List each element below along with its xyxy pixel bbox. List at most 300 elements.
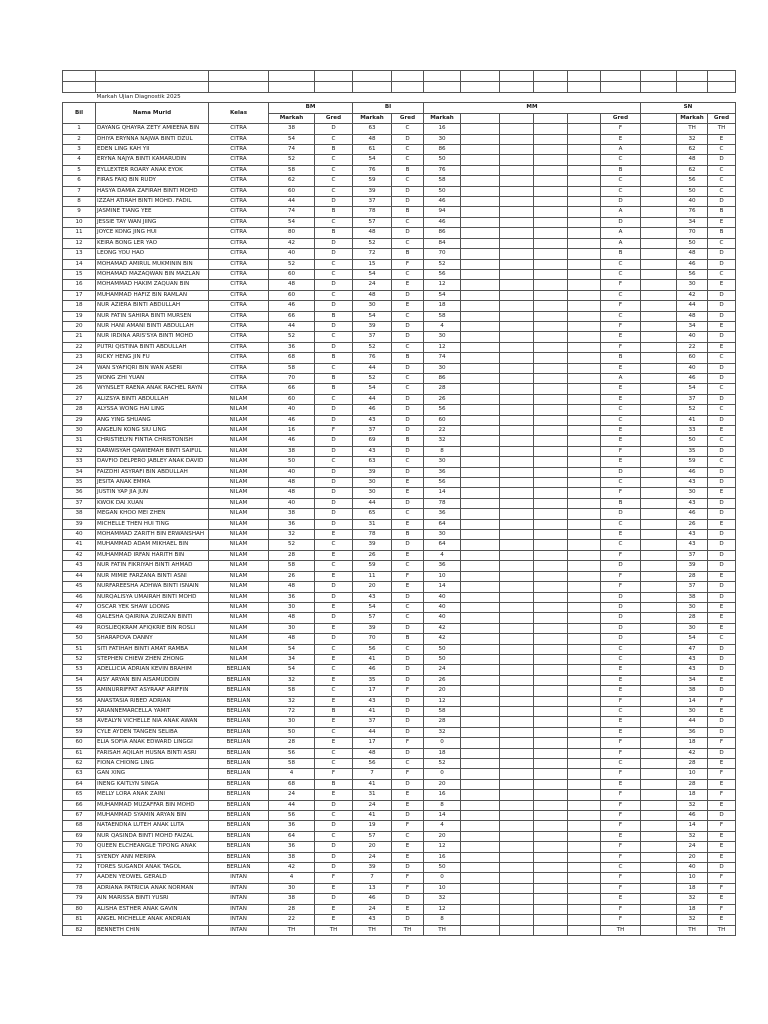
empty-cell[interactable] [534, 488, 568, 498]
table-cell[interactable]: RICKY HENG JIN FU [96, 353, 209, 363]
empty-cell[interactable] [641, 457, 677, 467]
table-cell[interactable]: 20 [63, 321, 96, 331]
table-cell[interactable]: 58 [63, 717, 96, 727]
sheet-title[interactable]: Markah Ujian Diagnostik 2025 [96, 93, 736, 103]
table-cell[interactable]: 36 [63, 488, 96, 498]
empty-cell[interactable] [568, 706, 601, 716]
empty-cell[interactable] [568, 665, 601, 675]
table-cell[interactable]: D [315, 852, 353, 862]
table-cell[interactable]: ANG YING SHUANG [96, 415, 209, 425]
table-cell[interactable]: 2 [63, 134, 96, 144]
table-cell[interactable]: 18 [63, 301, 96, 311]
empty-cell[interactable] [568, 571, 601, 581]
table-cell[interactable]: 14 [424, 488, 461, 498]
empty-cell[interactable] [500, 290, 534, 300]
table-cell[interactable]: B [392, 165, 424, 175]
empty-cell[interactable] [500, 769, 534, 779]
table-cell[interactable]: BERLIAN [209, 696, 269, 706]
table-cell[interactable]: 56 [63, 696, 96, 706]
empty-cell[interactable] [461, 831, 500, 841]
table-cell[interactable]: 39 [353, 321, 392, 331]
empty-cell[interactable] [534, 717, 568, 727]
table-cell[interactable]: BERLIAN [209, 852, 269, 862]
table-cell[interactable]: B [315, 373, 353, 383]
table-cell[interactable]: 14 [424, 582, 461, 592]
table-cell[interactable]: 54 [63, 675, 96, 685]
table-cell[interactable]: E [601, 426, 641, 436]
table-cell[interactable]: 52 [424, 259, 461, 269]
empty-cell[interactable] [568, 311, 601, 321]
empty-cell[interactable] [500, 561, 534, 571]
empty-cell[interactable] [568, 602, 601, 612]
table-cell[interactable]: 52 [63, 654, 96, 664]
table-cell[interactable]: 13 [63, 249, 96, 259]
empty-cell[interactable] [534, 769, 568, 779]
table-cell[interactable]: 20 [353, 842, 392, 852]
table-cell[interactable]: 65 [353, 509, 392, 519]
table-cell[interactable]: D [392, 727, 424, 737]
empty-cell[interactable] [461, 790, 500, 800]
table-cell[interactable]: 10 [424, 883, 461, 893]
table-cell[interactable]: TORES SUGANDI ANAK TAGOL [96, 863, 209, 873]
table-cell[interactable]: GAN XING [96, 769, 209, 779]
table-cell[interactable]: D [315, 894, 353, 904]
table-cell[interactable]: 10 [677, 769, 708, 779]
table-cell[interactable]: F [601, 915, 641, 925]
table-cell[interactable]: FIRAS FAIQ BIN RUDY [96, 176, 209, 186]
table-cell[interactable]: BERLIAN [209, 717, 269, 727]
table-cell[interactable]: 30 [353, 488, 392, 498]
table-cell[interactable]: 62 [677, 145, 708, 155]
table-cell[interactable]: NILAM [209, 426, 269, 436]
empty-cell[interactable] [500, 415, 534, 425]
table-cell[interactable]: C [392, 311, 424, 321]
empty-cell[interactable] [461, 613, 500, 623]
table-cell[interactable]: 8 [424, 446, 461, 456]
empty-cell[interactable] [461, 759, 500, 769]
table-cell[interactable]: 50 [269, 457, 315, 467]
table-cell[interactable]: 20 [424, 686, 461, 696]
empty-cell[interactable] [568, 436, 601, 446]
empty-cell[interactable] [534, 228, 568, 238]
table-cell[interactable]: 26 [677, 519, 708, 529]
table-cell[interactable]: C [315, 457, 353, 467]
table-cell[interactable]: 42 [677, 748, 708, 758]
table-cell[interactable]: CITRA [209, 332, 269, 342]
table-cell[interactable]: 86 [424, 145, 461, 155]
empty-cell[interactable] [568, 811, 601, 821]
empty-cell[interactable] [461, 415, 500, 425]
empty-cell[interactable] [500, 571, 534, 581]
empty-cell[interactable] [461, 176, 500, 186]
empty-cell[interactable] [568, 592, 601, 602]
empty-cell[interactable] [534, 155, 568, 165]
cell[interactable] [708, 71, 736, 82]
empty-cell[interactable] [534, 373, 568, 383]
empty-cell[interactable] [461, 519, 500, 529]
empty-cell[interactable] [534, 623, 568, 633]
table-cell[interactable]: D [708, 530, 736, 540]
empty-cell[interactable] [568, 759, 601, 769]
empty-cell[interactable] [641, 186, 677, 196]
table-cell[interactable]: 13 [353, 883, 392, 893]
table-cell[interactable]: 47 [63, 602, 96, 612]
empty-cell[interactable] [461, 530, 500, 540]
table-cell[interactable]: D [601, 467, 641, 477]
empty-cell[interactable] [534, 602, 568, 612]
table-cell[interactable]: 16 [63, 280, 96, 290]
empty-cell[interactable] [461, 634, 500, 644]
table-cell[interactable]: E [708, 675, 736, 685]
empty-cell[interactable] [568, 405, 601, 415]
header-bi[interactable]: BI [353, 103, 424, 113]
empty-cell[interactable] [461, 915, 500, 925]
table-cell[interactable]: 12 [424, 904, 461, 914]
empty-cell[interactable] [641, 873, 677, 883]
table-cell[interactable]: QUEEN ELCHEANGLE TIPONG ANAK [96, 842, 209, 852]
table-cell[interactable]: C [315, 727, 353, 737]
table-cell[interactable]: 40 [677, 363, 708, 373]
empty-cell[interactable] [461, 426, 500, 436]
empty-cell[interactable] [568, 238, 601, 248]
table-cell[interactable]: F [601, 904, 641, 914]
table-cell[interactable]: 4 [269, 873, 315, 883]
table-cell[interactable]: NUR AZIERA BINTI ABDULLAH [96, 301, 209, 311]
table-cell[interactable]: D [708, 727, 736, 737]
table-cell[interactable]: C [601, 706, 641, 716]
empty-cell[interactable] [500, 301, 534, 311]
table-cell[interactable]: 43 [353, 446, 392, 456]
table-cell[interactable]: 30 [353, 301, 392, 311]
table-cell[interactable]: 43 [353, 592, 392, 602]
table-cell[interactable]: 29 [63, 415, 96, 425]
table-cell[interactable]: D [708, 582, 736, 592]
table-cell[interactable]: 14 [677, 696, 708, 706]
table-cell[interactable]: 18 [677, 883, 708, 893]
table-cell[interactable]: 44 [269, 197, 315, 207]
table-cell[interactable]: 76 [677, 207, 708, 217]
empty-cell[interactable] [641, 478, 677, 488]
cell[interactable] [96, 71, 209, 82]
table-cell[interactable]: 27 [63, 394, 96, 404]
table-cell[interactable]: C [315, 811, 353, 821]
table-cell[interactable]: D [708, 446, 736, 456]
empty-cell[interactable] [534, 675, 568, 685]
header-bm[interactable]: BM [269, 103, 353, 113]
table-cell[interactable]: 68 [269, 353, 315, 363]
empty-cell[interactable] [461, 478, 500, 488]
empty-cell[interactable] [500, 186, 534, 196]
empty-cell[interactable] [461, 457, 500, 467]
empty-cell[interactable] [534, 759, 568, 769]
table-cell[interactable]: F [601, 769, 641, 779]
cell[interactable] [677, 71, 708, 82]
table-cell[interactable]: 0 [424, 873, 461, 883]
empty-cell[interactable] [461, 280, 500, 290]
table-cell[interactable]: B [708, 207, 736, 217]
table-cell[interactable]: 18 [677, 738, 708, 748]
table-cell[interactable]: D [708, 592, 736, 602]
table-cell[interactable]: 54 [269, 665, 315, 675]
table-cell[interactable]: D [708, 478, 736, 488]
table-cell[interactable]: C [601, 405, 641, 415]
table-cell[interactable]: 63 [353, 457, 392, 467]
empty-cell[interactable] [641, 571, 677, 581]
cell[interactable] [209, 71, 269, 82]
empty-cell[interactable] [641, 259, 677, 269]
table-cell[interactable]: 54 [424, 290, 461, 300]
empty-cell[interactable] [534, 883, 568, 893]
table-cell[interactable]: 30 [677, 602, 708, 612]
empty-cell[interactable] [500, 811, 534, 821]
table-cell[interactable]: 0 [424, 738, 461, 748]
table-cell[interactable]: 67 [63, 811, 96, 821]
table-cell[interactable]: 58 [269, 561, 315, 571]
table-cell[interactable]: 48 [677, 249, 708, 259]
empty-cell[interactable] [461, 207, 500, 217]
empty-cell[interactable] [568, 925, 601, 935]
table-cell[interactable]: INTAN [209, 883, 269, 893]
table-cell[interactable]: 44 [63, 571, 96, 581]
table-cell[interactable]: KWOK DAI XUAN [96, 498, 209, 508]
empty-cell[interactable] [534, 207, 568, 217]
table-cell[interactable]: 64 [63, 779, 96, 789]
table-cell[interactable]: WYNSLET RAENA ANAK RACHEL RAYN [96, 384, 209, 394]
table-cell[interactable]: E [315, 915, 353, 925]
empty-cell[interactable] [568, 124, 601, 134]
table-cell[interactable]: 24 [353, 280, 392, 290]
table-cell[interactable]: D [392, 405, 424, 415]
table-cell[interactable]: D [392, 498, 424, 508]
empty-cell[interactable] [568, 290, 601, 300]
empty-cell[interactable] [641, 706, 677, 716]
table-cell[interactable]: D [315, 342, 353, 352]
table-cell[interactable]: 10 [63, 217, 96, 227]
table-cell[interactable]: 57 [63, 706, 96, 716]
table-cell[interactable]: 35 [63, 478, 96, 488]
empty-cell[interactable] [534, 738, 568, 748]
header-mm-markah[interactable]: Markah [424, 113, 461, 123]
table-cell[interactable]: E [601, 530, 641, 540]
table-cell[interactable]: D [708, 550, 736, 560]
empty-cell[interactable] [568, 259, 601, 269]
table-cell[interactable]: 3 [63, 145, 96, 155]
header-bil[interactable]: Bil [63, 103, 96, 124]
table-cell[interactable]: 46 [269, 301, 315, 311]
empty-cell[interactable] [534, 644, 568, 654]
empty-cell[interactable] [641, 654, 677, 664]
table-cell[interactable]: 26 [269, 571, 315, 581]
table-cell[interactable]: C [601, 478, 641, 488]
table-cell[interactable]: 23 [63, 353, 96, 363]
table-cell[interactable]: B [392, 353, 424, 363]
table-cell[interactable]: BERLIAN [209, 738, 269, 748]
empty-cell[interactable] [641, 394, 677, 404]
table-cell[interactable]: 56 [269, 811, 315, 821]
empty-cell[interactable] [461, 873, 500, 883]
table-cell[interactable]: 32 [269, 696, 315, 706]
empty-cell[interactable] [534, 800, 568, 810]
table-cell[interactable]: 30 [677, 488, 708, 498]
table-cell[interactable]: 60 [63, 738, 96, 748]
table-cell[interactable]: B [315, 384, 353, 394]
table-cell[interactable]: 43 [677, 654, 708, 664]
empty-cell[interactable] [461, 665, 500, 675]
table-cell[interactable]: F [708, 821, 736, 831]
empty-cell[interactable] [500, 311, 534, 321]
cell[interactable] [534, 82, 568, 93]
empty-cell[interactable] [641, 134, 677, 144]
empty-cell[interactable] [500, 654, 534, 664]
table-cell[interactable]: AVEALYN VICHELLE NIA ANAK AWAN [96, 717, 209, 727]
empty-cell[interactable] [641, 269, 677, 279]
table-cell[interactable]: 54 [269, 644, 315, 654]
table-cell[interactable]: D [708, 332, 736, 342]
table-cell[interactable]: 40 [424, 592, 461, 602]
table-cell[interactable]: E [601, 436, 641, 446]
empty-cell[interactable] [534, 498, 568, 508]
empty-cell[interactable] [534, 519, 568, 529]
empty-cell[interactable] [534, 457, 568, 467]
table-cell[interactable]: MEGAN KHOO MEI ZHEN [96, 509, 209, 519]
table-cell[interactable]: AISY ARYAN BIN AISAMUDDIN [96, 675, 209, 685]
table-cell[interactable]: 70 [63, 842, 96, 852]
table-cell[interactable]: C [315, 644, 353, 654]
table-cell[interactable]: MUHAMMAD ADAM MIKHAEL BIN [96, 540, 209, 550]
empty-cell[interactable] [641, 634, 677, 644]
empty-cell[interactable] [534, 311, 568, 321]
empty-cell[interactable] [534, 446, 568, 456]
empty-cell[interactable] [568, 321, 601, 331]
table-cell[interactable]: C [708, 176, 736, 186]
table-cell[interactable]: 36 [269, 821, 315, 831]
table-cell[interactable]: F [601, 842, 641, 852]
empty-cell[interactable] [641, 363, 677, 373]
empty-cell[interactable] [461, 540, 500, 550]
empty-cell[interactable] [461, 290, 500, 300]
header-bm-gred[interactable]: Gred [315, 113, 353, 123]
empty-cell[interactable] [534, 426, 568, 436]
table-cell[interactable]: CITRA [209, 124, 269, 134]
empty-cell[interactable] [500, 373, 534, 383]
table-cell[interactable]: 42 [424, 634, 461, 644]
empty-cell[interactable] [641, 675, 677, 685]
empty-cell[interactable] [534, 915, 568, 925]
cell[interactable] [500, 113, 534, 123]
table-cell[interactable]: 69 [353, 436, 392, 446]
table-cell[interactable]: 36 [269, 342, 315, 352]
table-cell[interactable]: 35 [677, 446, 708, 456]
table-cell[interactable]: 56 [424, 405, 461, 415]
table-cell[interactable]: 30 [63, 426, 96, 436]
empty-cell[interactable] [461, 623, 500, 633]
table-cell[interactable]: C [601, 519, 641, 529]
empty-cell[interactable] [461, 145, 500, 155]
empty-cell[interactable] [568, 634, 601, 644]
table-cell[interactable]: NILAM [209, 582, 269, 592]
table-cell[interactable]: 4 [269, 769, 315, 779]
cell[interactable] [96, 82, 209, 93]
empty-cell[interactable] [500, 498, 534, 508]
table-cell[interactable]: C [601, 176, 641, 186]
empty-cell[interactable] [500, 863, 534, 873]
table-cell[interactable]: 46 [269, 415, 315, 425]
table-cell[interactable]: D [315, 592, 353, 602]
empty-cell[interactable] [461, 738, 500, 748]
table-cell[interactable]: MOHAMMAD HAKIM ZAQUAN BIN [96, 280, 209, 290]
table-cell[interactable]: F [392, 873, 424, 883]
table-cell[interactable]: D [315, 800, 353, 810]
table-cell[interactable]: 32 [269, 530, 315, 540]
empty-cell[interactable] [500, 384, 534, 394]
table-cell[interactable]: 42 [63, 550, 96, 560]
table-cell[interactable]: NILAM [209, 498, 269, 508]
table-cell[interactable]: FARISAH AQILAH HUSNA BINTI ASRI [96, 748, 209, 758]
table-cell[interactable]: CITRA [209, 280, 269, 290]
table-cell[interactable]: 58 [424, 311, 461, 321]
empty-cell[interactable] [534, 790, 568, 800]
table-cell[interactable]: INTAN [209, 904, 269, 914]
empty-cell[interactable] [568, 582, 601, 592]
table-cell[interactable]: D [392, 623, 424, 633]
table-cell[interactable]: 28 [269, 738, 315, 748]
table-cell[interactable]: 60 [269, 290, 315, 300]
table-cell[interactable]: D [392, 134, 424, 144]
table-cell[interactable]: 76 [353, 353, 392, 363]
table-cell[interactable]: TH [677, 925, 708, 935]
empty-cell[interactable] [461, 342, 500, 352]
table-cell[interactable]: ADRIANA PATRICIA ANAK NORMAN [96, 883, 209, 893]
table-cell[interactable]: E [601, 384, 641, 394]
table-cell[interactable]: 18 [424, 748, 461, 758]
table-cell[interactable]: E [708, 280, 736, 290]
table-cell[interactable]: E [315, 717, 353, 727]
table-cell[interactable]: F [708, 738, 736, 748]
table-cell[interactable]: CITRA [209, 321, 269, 331]
table-cell[interactable]: E [708, 321, 736, 331]
table-cell[interactable]: 41 [353, 654, 392, 664]
table-cell[interactable]: A [601, 238, 641, 248]
table-cell[interactable]: 72 [269, 706, 315, 716]
table-cell[interactable]: B [601, 353, 641, 363]
table-cell[interactable]: 44 [353, 394, 392, 404]
table-cell[interactable]: 50 [677, 436, 708, 446]
empty-cell[interactable] [461, 238, 500, 248]
cell[interactable] [392, 71, 424, 82]
table-cell[interactable]: TH [269, 925, 315, 935]
table-cell[interactable]: TH [708, 124, 736, 134]
table-cell[interactable]: CITRA [209, 134, 269, 144]
table-cell[interactable]: INTAN [209, 873, 269, 883]
table-cell[interactable]: D [392, 665, 424, 675]
table-cell[interactable]: 34 [269, 654, 315, 664]
table-cell[interactable]: D [708, 415, 736, 425]
table-cell[interactable]: D [708, 363, 736, 373]
empty-cell[interactable] [641, 290, 677, 300]
empty-cell[interactable] [641, 124, 677, 134]
table-cell[interactable]: E [315, 571, 353, 581]
table-cell[interactable]: 14 [677, 821, 708, 831]
table-cell[interactable]: D [315, 467, 353, 477]
table-cell[interactable]: 80 [269, 228, 315, 238]
table-cell[interactable]: 30 [269, 883, 315, 893]
table-cell[interactable]: D [708, 748, 736, 758]
table-cell[interactable]: 39 [677, 561, 708, 571]
header-bi-gred[interactable]: Gred [392, 113, 424, 123]
table-cell[interactable]: E [601, 332, 641, 342]
table-cell[interactable]: F [601, 124, 641, 134]
table-cell[interactable]: A [601, 207, 641, 217]
